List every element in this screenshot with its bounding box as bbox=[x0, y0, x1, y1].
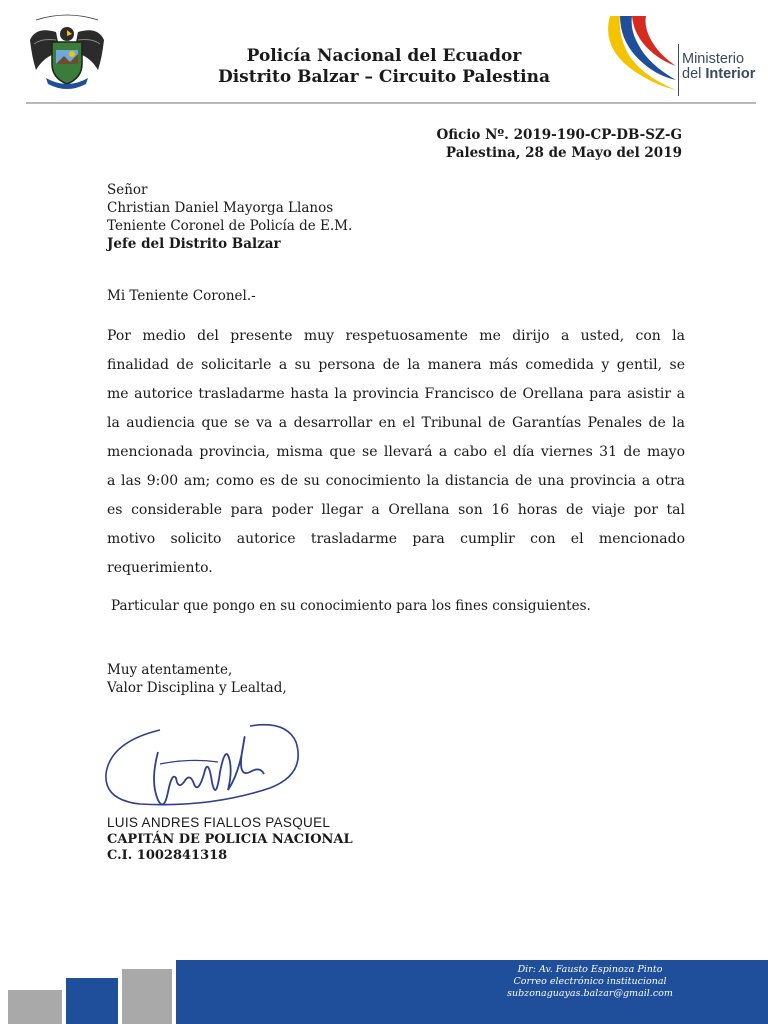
ministry-line2-del: del bbox=[682, 66, 706, 82]
header-divider bbox=[26, 102, 756, 104]
signer-block bbox=[107, 815, 353, 865]
recipient-block bbox=[107, 181, 352, 253]
closing-line: Particular que pongo en su conocimiento para los fines consiguientes. bbox=[111, 598, 591, 614]
recipient-rank: Teniente Coronel de Policía de E.M. bbox=[107, 218, 353, 234]
greeting: Mi Teniente Coronel.- bbox=[107, 288, 256, 304]
ministry-line1: Ministerio bbox=[682, 51, 745, 67]
letter-body: Por medio del presente muy respetuosamente me dirijo a usted, con la finalidad de solicitarle a su persona de la manera más comedida y gentil, se me autorice trasladarme hasta la provincia Francisco de Orellana para asistir a la audiencia que se va a desarrollar en el Tribunal de Garantías Penales de la mencionada provincia, misma que se llevará a cabo el día viernes 31 de mayo a las 9:00 am; como es de su conocimiento la distancia de una provincia a otra es considerable para poder llegar a Orellana son 16 horas de viaje por tal motivo solicito autorice trasladarme para cumplir con el mencionado requerimiento. bbox=[107, 328, 685, 576]
farewell-line2: Valor Disciplina y Lealtad, bbox=[107, 680, 287, 696]
ministry-line2-interior: Interior bbox=[705, 66, 756, 82]
header-title-line2: Distrito Balzar – Circuito Palestina bbox=[217, 67, 551, 87]
footer-square-gray-small bbox=[8, 990, 62, 1024]
footer-square-blue bbox=[66, 978, 118, 1024]
footer-email-label: Correo electrónico institucional bbox=[513, 976, 667, 987]
ministry-logo-text bbox=[682, 52, 755, 82]
recipient-name: Christian Daniel Mayorga Llanos bbox=[107, 200, 334, 216]
ministry-divider bbox=[678, 44, 679, 96]
farewell-block bbox=[107, 661, 287, 697]
header-title-line1: Policía Nacional del Ecuador bbox=[246, 46, 522, 66]
footer-address: Dir: Av. Fausto Espinoza Pinto bbox=[517, 964, 663, 975]
handwritten-signature bbox=[100, 712, 320, 827]
recipient-position: Jefe del Distrito Balzar bbox=[107, 236, 281, 252]
signer-ci: C.I. 1002841318 bbox=[107, 848, 228, 863]
footer-email: subzonaguayas.balzar@gmail.com bbox=[507, 988, 673, 999]
signer-name: LUIS ANDRES FIALLOS PASQUEL bbox=[107, 815, 331, 830]
signer-title: CAPITÁN DE POLICIA NACIONAL bbox=[107, 831, 353, 847]
ministry-line2 bbox=[682, 67, 755, 82]
place-date: Palestina, 28 de Mayo del 2019 bbox=[445, 145, 682, 161]
recipient-salutation: Señor bbox=[107, 182, 148, 198]
footer-square-gray-tall bbox=[122, 969, 172, 1024]
footer-contact bbox=[470, 964, 710, 1000]
oficio-number: Oficio Nº. 2019-190-CP-DB-SZ-G bbox=[436, 127, 682, 143]
reference-block bbox=[436, 126, 682, 162]
farewell-line1: Muy atentamente, bbox=[107, 662, 233, 678]
